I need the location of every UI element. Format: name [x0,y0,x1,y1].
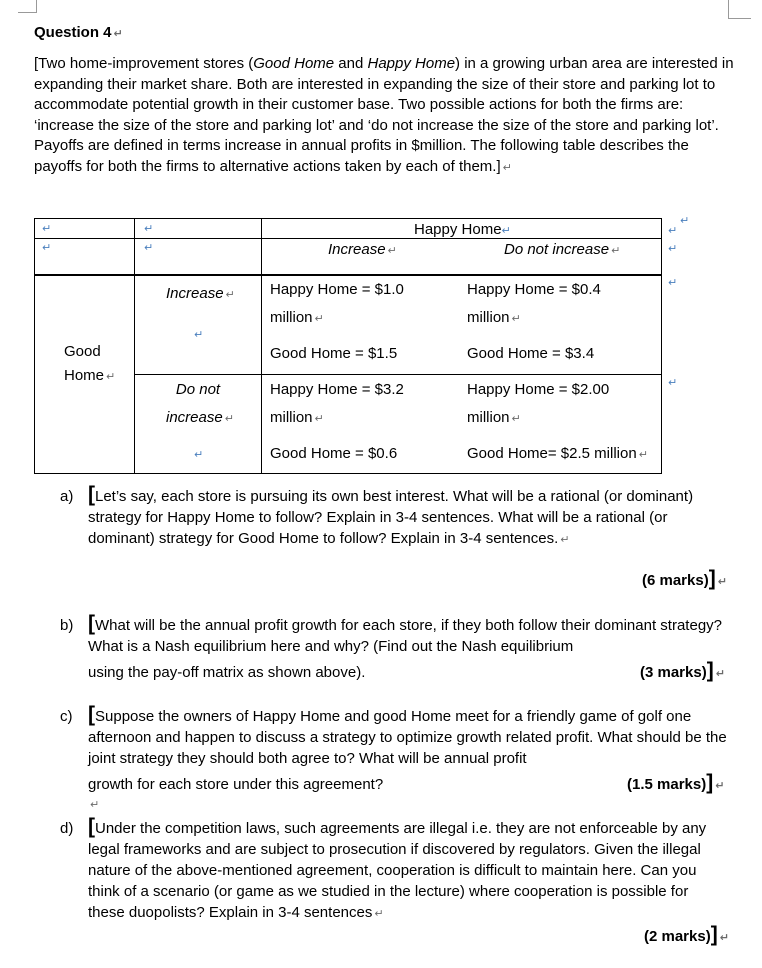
part-b-text-end: using the pay-off matrix as shown above). [88,664,366,681]
question-part-b: b) [What will be the annual profit growth for each store, if they both follow their dominant strategy? What is a Nash equilibrium here and why? (Find out the Nash equilibrium [60,612,722,655]
column-action-increase: Increase ↵ [328,241,397,258]
crop-mark-top-left [18,0,37,13]
question-intro: [Two home-improvement stores (Good Home and Happy Home) in a growing urban area are interested in expanding their market share. Both are interested in expanding the size of their store and parking lot to accommodate potential growth in their customer base. Two possible actions for both the firms are: ‘increase the size of the store and parking lot’ and ‘do not increase the size of the store and parking lot’. Payoffs are defined in terms increase in annual profits in $million. The following table describes the payoffs for both the firms to alternative actions taken by each of them.] ↵ [34,55,734,175]
payoff-cell-increase-donot-goodhome: Good Home = $3.4 [467,345,595,362]
part-a-marks: (6 marks)] ↵ [642,567,727,590]
part-c-marks: (1.5 marks)] ↵ [627,771,725,794]
row-player-label: Good Home ↵ [64,343,116,384]
store-b-name: Happy Home [367,55,456,72]
payoff-cell-increase-increase: Happy Home = $1.0 million ↵ [270,281,404,326]
payoff-cell-donot-increase: Happy Home = $3.2 million ↵ [270,381,404,426]
part-c-text-end: growth for each store under this agreement? [88,776,384,793]
row-action-do-not-increase: Do not increase ↵ [166,381,234,426]
payoff-cell-donot-donot-goodhome: Good Home= $2.5 million ↵ [467,445,648,462]
payoff-cell-donot-increase-goodhome: Good Home = $0.6 [270,445,398,462]
row-action-increase: Increase ↵ [166,285,235,302]
crop-mark-top-right [728,0,751,19]
column-action-do-not-increase: Do not increase ↵ [504,241,621,258]
question-title: Question 4 ↵ [34,24,123,41]
question-part-d: d) [Under the competition laws, such agreements are illegal i.e. they are not enforceable by any legal frameworks and are subject to prosecution if discovered by regulators. Given the illegal nature of the above-mentioned agreement, cooperation is difficult to maintain here. Can you think of a scenario (or game as we studied in the lecture) where cooperation is possible for these duopolists? Explain in 3-4 sentences ↵ [60,815,707,921]
question-part-a: a) [Let’s say, each store is pursuing its own best interest. What will be a rational (or dominant) strategy for Happy Home to follow? Explain in 3-4 sentences. What will be a rational (or dominant) strategy for Good Home to follow? Explain in 3-4 sentences. ↵ [60,483,694,547]
question-part-c: c) [Suppose the owners of Happy Home and good Home meet for a friendly game of golf one afternoon and happen to discuss a strategy to optimize growth related profit. What should be the joint strategy they should both agree to? What will be annual profit [60,703,727,767]
payoff-cell-increase-increase-goodhome: Good Home = $1.5 [270,345,398,362]
store-a-name: Good Home [253,55,335,72]
payoff-cell-donot-donot: Happy Home = $2.00 million ↵ [467,381,610,426]
payoff-cell-increase-donot: Happy Home = $0.4 million ↵ [467,281,601,326]
part-b-marks: (3 marks)] ↵ [640,659,725,682]
part-d-marks: (2 marks)] ↵ [644,923,729,946]
payoff-matrix: ↵ ↵ ↵ ↵ Happy Home↵ Increase ↵ Do not increase ↵ Good Home ↵ Increase ↵ ↵ Do not increase ↵ ↵ Happy Home = $1.0 million ↵ Good Home = $1.5 Happy Home = $0.4 million ↵ Good Home = $3.4 Happy Home = $3.2 million ↵ Good Home = $0.6 Happy Home = $2.00 million ↵ Good Home= $2.5 million ↵ ↵ ↵ ↵ ↵ ↵ [34,218,662,474]
column-player-label: Happy Home↵ [414,221,511,238]
